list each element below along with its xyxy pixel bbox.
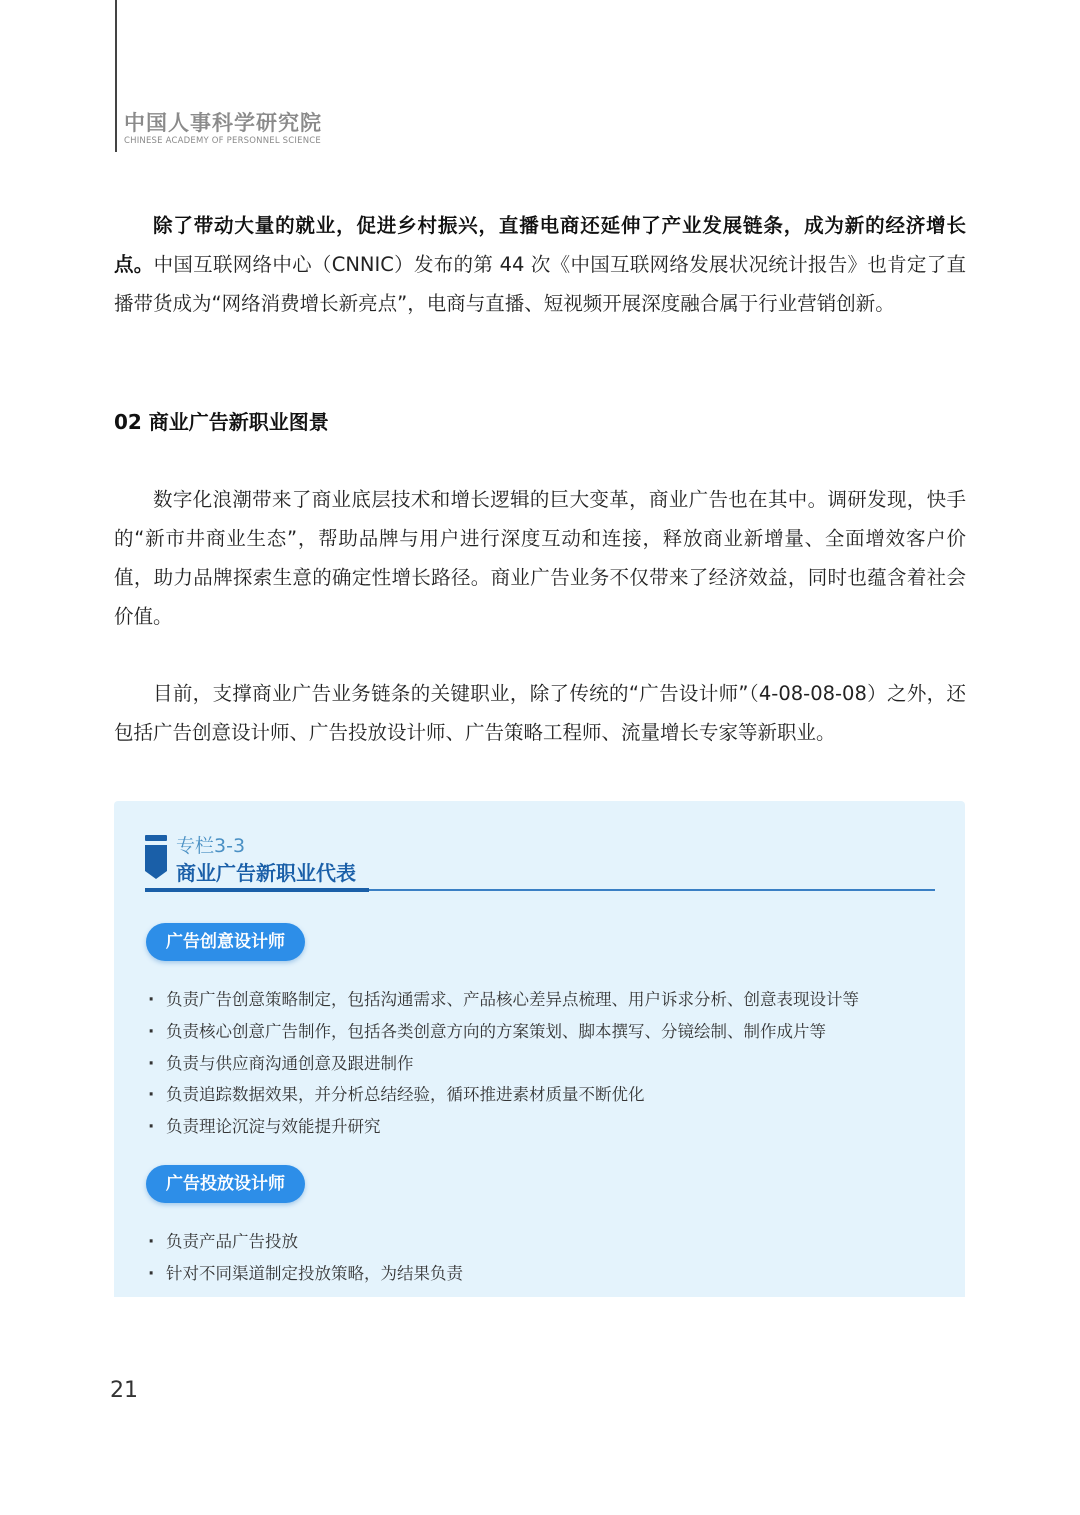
paragraph-1	[114, 206, 966, 323]
logo-chinese-name: 中国人事科学研究院	[124, 111, 322, 135]
tag-ad-placement-designer: 广告投放设计师	[146, 1165, 305, 1203]
list-item: · 针对不同渠道制定投放策略，为结果负责	[148, 1258, 463, 1290]
paragraph-1-bold: 除了带动大量的就业，促进乡村振兴，直播电商还延伸了产业发展链条，成为新的经济增长点。	[114, 214, 966, 276]
list-item: · 负责与供应商沟通创意及跟进制作	[148, 1048, 859, 1080]
list-item: · 负责理论沉淀与效能提升研究	[148, 1111, 859, 1143]
paragraph-1-text: 中国互联网络中心（CNNIC）发布的第 44 次《中国互联网络发展状况统计报告》也肯定了直播带货成为“网络消费增长新亮点”，电商与直播、短视频开展深度融合属于行业营销创新。	[114, 253, 966, 315]
list-ad-placement-designer	[148, 1226, 463, 1290]
tag-ad-creative-designer: 广告创意设计师	[146, 923, 305, 961]
list-item: · 负责产品广告投放	[148, 1226, 463, 1258]
box-title-underline-accent	[145, 888, 369, 892]
page-number: 21	[110, 1378, 138, 1403]
bookmark-icon	[145, 835, 167, 879]
institution-logo	[124, 110, 322, 146]
sidebar-box	[114, 801, 965, 1297]
box-title: 商业广告新职业代表	[176, 861, 356, 885]
header-divider-line	[115, 0, 117, 152]
list-item: · 负责追踪数据效果，并分析总结经验，循环推进素材质量不断优化	[148, 1079, 859, 1111]
logo-english-name: CHINESE ACADEMY OF PERSONNEL SCIENCE	[124, 136, 321, 146]
paragraph-2: 数字化浪潮带来了商业底层技术和增长逻辑的巨大变革，商业广告也在其中。调研发现，快手的“新市井商业生态”，帮助品牌与用户进行深度互动和连接，释放商业新增量、全面增效客户价值，助力品牌探索生意的确定性增长路径。商业广告业务不仅带来了经济效益，同时也蕴含着社会价值。	[114, 488, 966, 628]
list-item: · 负责广告创意策略制定，包括沟通需求、产品核心差异点梳理、用户诉求分析、创意表现设计等	[148, 984, 859, 1016]
box-subtitle: 专栏3-3	[176, 835, 246, 857]
section-title: 02 商业广告新职业图景	[114, 410, 329, 434]
paragraph-3: 目前，支撑商业广告业务链条的关键职业，除了传统的“广告设计师”（4-08-08-08）之外，还包括广告创意设计师、广告投放设计师、广告策略工程师、流量增长专家等新职业。	[114, 682, 966, 744]
list-item: · 负责核心创意广告制作，包括各类创意方向的方案策划、脚本撰写、分镜绘制、制作成片等	[148, 1016, 859, 1048]
list-ad-creative-designer	[148, 984, 859, 1143]
